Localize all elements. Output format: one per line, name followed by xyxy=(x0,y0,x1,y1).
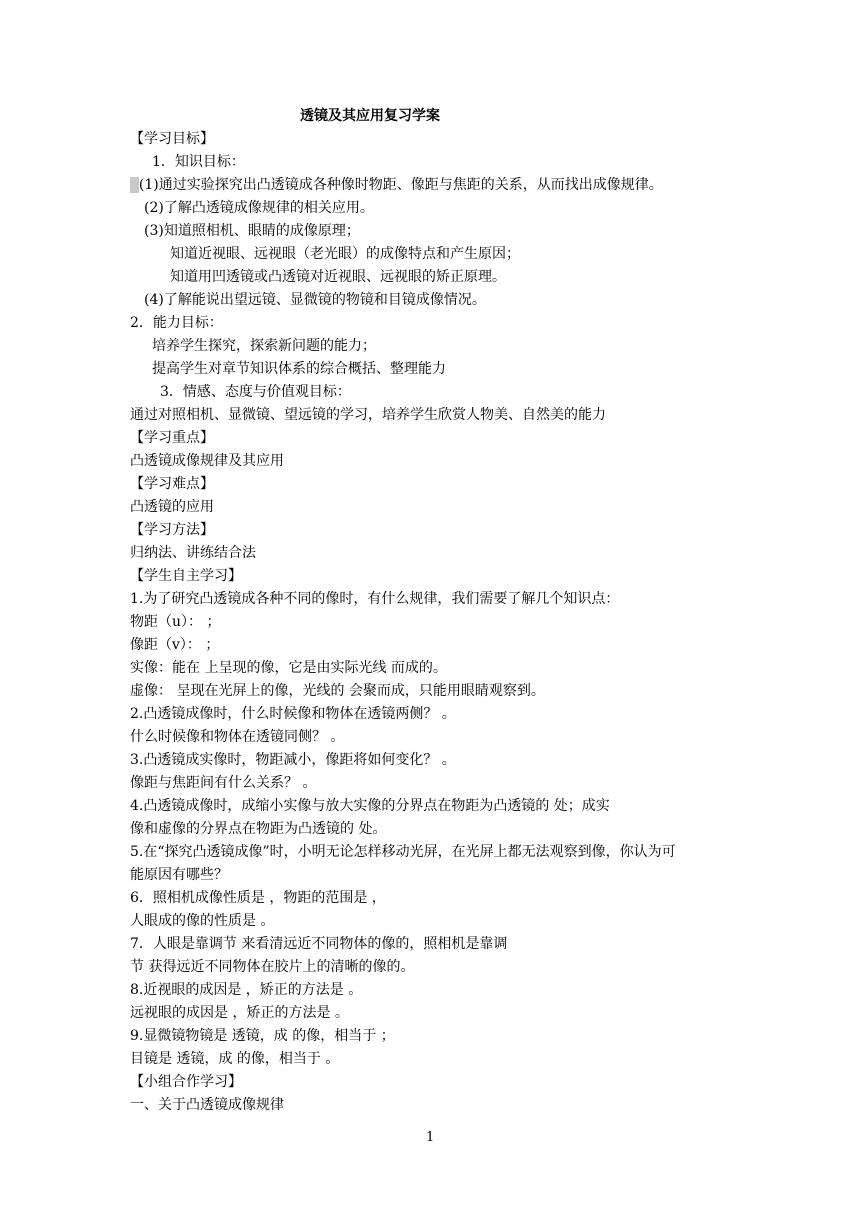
text-line: 人眼成的像的性质是 。 xyxy=(130,913,275,929)
text-line: 3.凸透镜成实像时，物距减小，像距将如何变化？ 。 xyxy=(130,752,456,768)
text-line: 3．情感、态度与价值观目标： xyxy=(160,384,351,400)
text-line: 一、关于凸透镜成像规律 xyxy=(130,1097,284,1113)
text-line: 知道用凹透镜或凸透镜对近视眼、远视眼的矫正原理。 xyxy=(170,269,506,285)
text-line: 凸透镜成像规律及其应用 xyxy=(130,453,284,469)
text-line: 什么时候像和物体在透镜同侧？ 。 xyxy=(130,729,345,745)
text-line: 虚像： 呈现在光屏上的像，光线的 会聚而成，只能用眼睛观察到。 xyxy=(130,683,545,699)
text-line: 9.显微镜物镜是 透镜，成 的像，相当于 ； xyxy=(130,1028,395,1044)
text-line: 培养学生探究，探索新问题的能力； xyxy=(152,338,376,354)
page-title: 透镜及其应用复习学案 xyxy=(300,108,440,124)
text-line: 8.近视眼的成因是 ，矫正的方法是 。 xyxy=(130,982,363,998)
text-line: 4.凸透镜成像时，成缩小实像与放大实像的分界点在物距为凸透镜的 处；成实 xyxy=(130,798,610,814)
text-line: 知道近视眼、远视眼（老光眼）的成像特点和产生原因； xyxy=(170,246,520,262)
text-line: 像距与焦距间有什么关系？ 。 xyxy=(130,775,317,791)
text-line: (2)了解凸透镜成像规律的相关应用。 xyxy=(144,200,374,216)
text-line: 能原因有哪些？ xyxy=(130,867,228,883)
text-line: 归纳法、讲练结合法 xyxy=(130,545,256,561)
section-heading: 【学习重点】 xyxy=(130,430,214,446)
text-line: 6．照相机成像性质是 ，物距的范围是 ， xyxy=(130,890,386,906)
text-line: 实像：能在 上呈现的像，它是由实际光线 而成的。 xyxy=(130,660,447,676)
text-line: 1.为了研究凸透镜成各种不同的像时，有什么规律，我们需要了解几个知识点： xyxy=(130,591,620,607)
text-line: 2．能力目标： xyxy=(130,315,223,331)
section-heading: 【学习目标】 xyxy=(130,131,214,147)
text-line: (4)了解能说出望远镜、显微镜的物镜和目镜成像情况。 xyxy=(144,292,486,308)
text-line: 节 获得远近不同物体在胶片上的清晰的像的。 xyxy=(130,959,415,975)
section-heading: 【小组合作学习】 xyxy=(130,1074,242,1090)
section-heading: 【学习难点】 xyxy=(130,476,214,492)
text-line: 5.在“探究凸透镜成像”时，小明无论怎样移动光屏，在光屏上都无法观察到像，你认为可 xyxy=(130,844,676,860)
text-line: 1．知识目标： xyxy=(152,154,245,170)
section-heading: 【学生自主学习】 xyxy=(130,568,242,584)
text-line: 像和虚像的分界点在物距为凸透镜的 处。 xyxy=(130,821,387,837)
text-line: 像距（v）： ； xyxy=(130,637,220,653)
text-span: (1)通过实验探究出凸透镜成各种像时物距、像距与焦距的关系，从而找出成像规律。 xyxy=(138,177,663,193)
text-line xyxy=(130,176,663,194)
section-heading: 【学习方法】 xyxy=(130,522,214,538)
text-line: (3)知道照相机、眼睛的成像原理； xyxy=(144,223,360,239)
text-line: 7．人眼是靠调节 来看清远近不同物体的像的，照相机是靠调 xyxy=(130,936,508,952)
text-line: 目镜是 透镜，成 的像，相当于 。 xyxy=(130,1051,340,1067)
page-number: 1 xyxy=(426,1130,435,1145)
highlight-mark xyxy=(130,177,139,193)
text-line: 物距（u）： ； xyxy=(130,614,221,630)
text-line: 凸透镜的应用 xyxy=(130,499,214,515)
text-line: 通过对照相机、显微镜、望远镜的学习，培养学生欣赏人物美、自然美的能力 xyxy=(130,407,606,423)
text-line: 远视眼的成因是 ，矫正的方法是 。 xyxy=(130,1005,349,1021)
text-line: 提高学生对章节知识体系的综合概括、整理能力 xyxy=(152,361,446,377)
text-line: 2.凸透镜成像时，什么时候像和物体在透镜两侧？ 。 xyxy=(130,706,456,722)
